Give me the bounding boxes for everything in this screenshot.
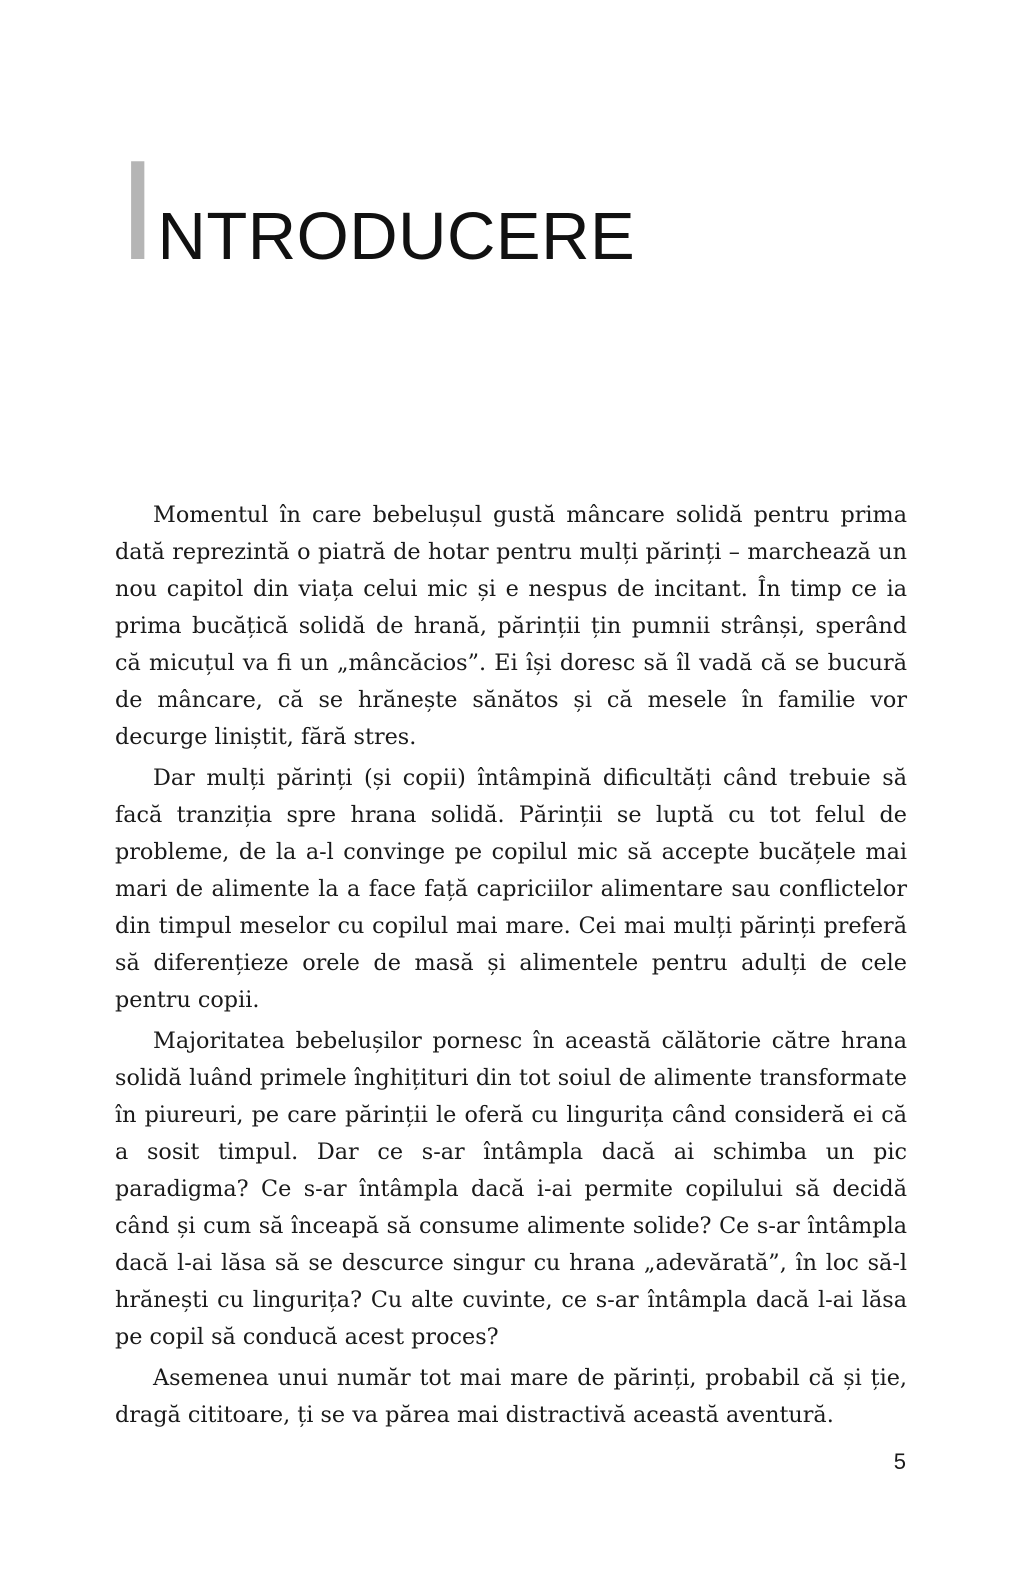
paragraph-1: Momentul în care bebelușul gustă mâncare solidă pentru prima dată reprezintă o piatră de hotar pentru mulți părinți – marchează un nou capitol din viața celui mic și e nespus de incitant. În timp ce ia prima bucățică solidă de hrană, părinții țin pumnii strânși, sperând că micuțul va fi un „mâncăcios”. Ei își doresc să îl vadă că se bucură de mâncare, că se hrănește sănătos și că mesele în familie vor decurge liniștit, fără stres. (115, 502, 907, 750)
drop-cap-initial: I (118, 131, 158, 290)
chapter-title-rest: NTRODUCERE (157, 199, 636, 274)
body-text (115, 497, 907, 1434)
paragraph-2: Dar mulți părinți (și copii) întâmpină dificultăți când trebuie să facă tranziția spre hrana solidă. Părinții se luptă cu tot felul de probleme, de la a-l convinge pe copilul mic să accepte bucățele mai mari de alimente la a face față capriciilor alimentare sau conflictelor din timpul meselor cu copilul mai mare. Cei mai mulți părinți preferă să diferențieze orele de masă și alimentele pentru adulți de cele pentru copii. (115, 765, 907, 1013)
paragraph-4: Asemenea unui număr tot mai mare de părinți, probabil că și ție, dragă cititoare, ți se va părea mai distractivă această aventură. (115, 1365, 907, 1428)
chapter-title (118, 131, 636, 290)
page-number: 5 (893, 1449, 906, 1474)
paragraph-3: Majoritatea bebelușilor pornesc în această călătorie către hrana solidă luând primele înghițituri din tot soiul de alimente transformate în piureuri, pe care părinții le oferă cu lingurița când consideră ei că a sosit timpul. Dar ce s-ar întâmpla dacă ai schimba un pic paradigma? Ce s-ar întâmpla dacă i-ai permite copilului să decidă când și cum să înceapă să consume alimente solide? Ce s-ar întâmpla dacă l-ai lăsa să se descurce singur cu hrana „adevărată”, în loc să-l hrănești cu lingurița? Cu alte cuvinte, ce s-ar întâmpla dacă l-ai lăsa pe copil să conducă acest proces? (115, 1028, 907, 1350)
